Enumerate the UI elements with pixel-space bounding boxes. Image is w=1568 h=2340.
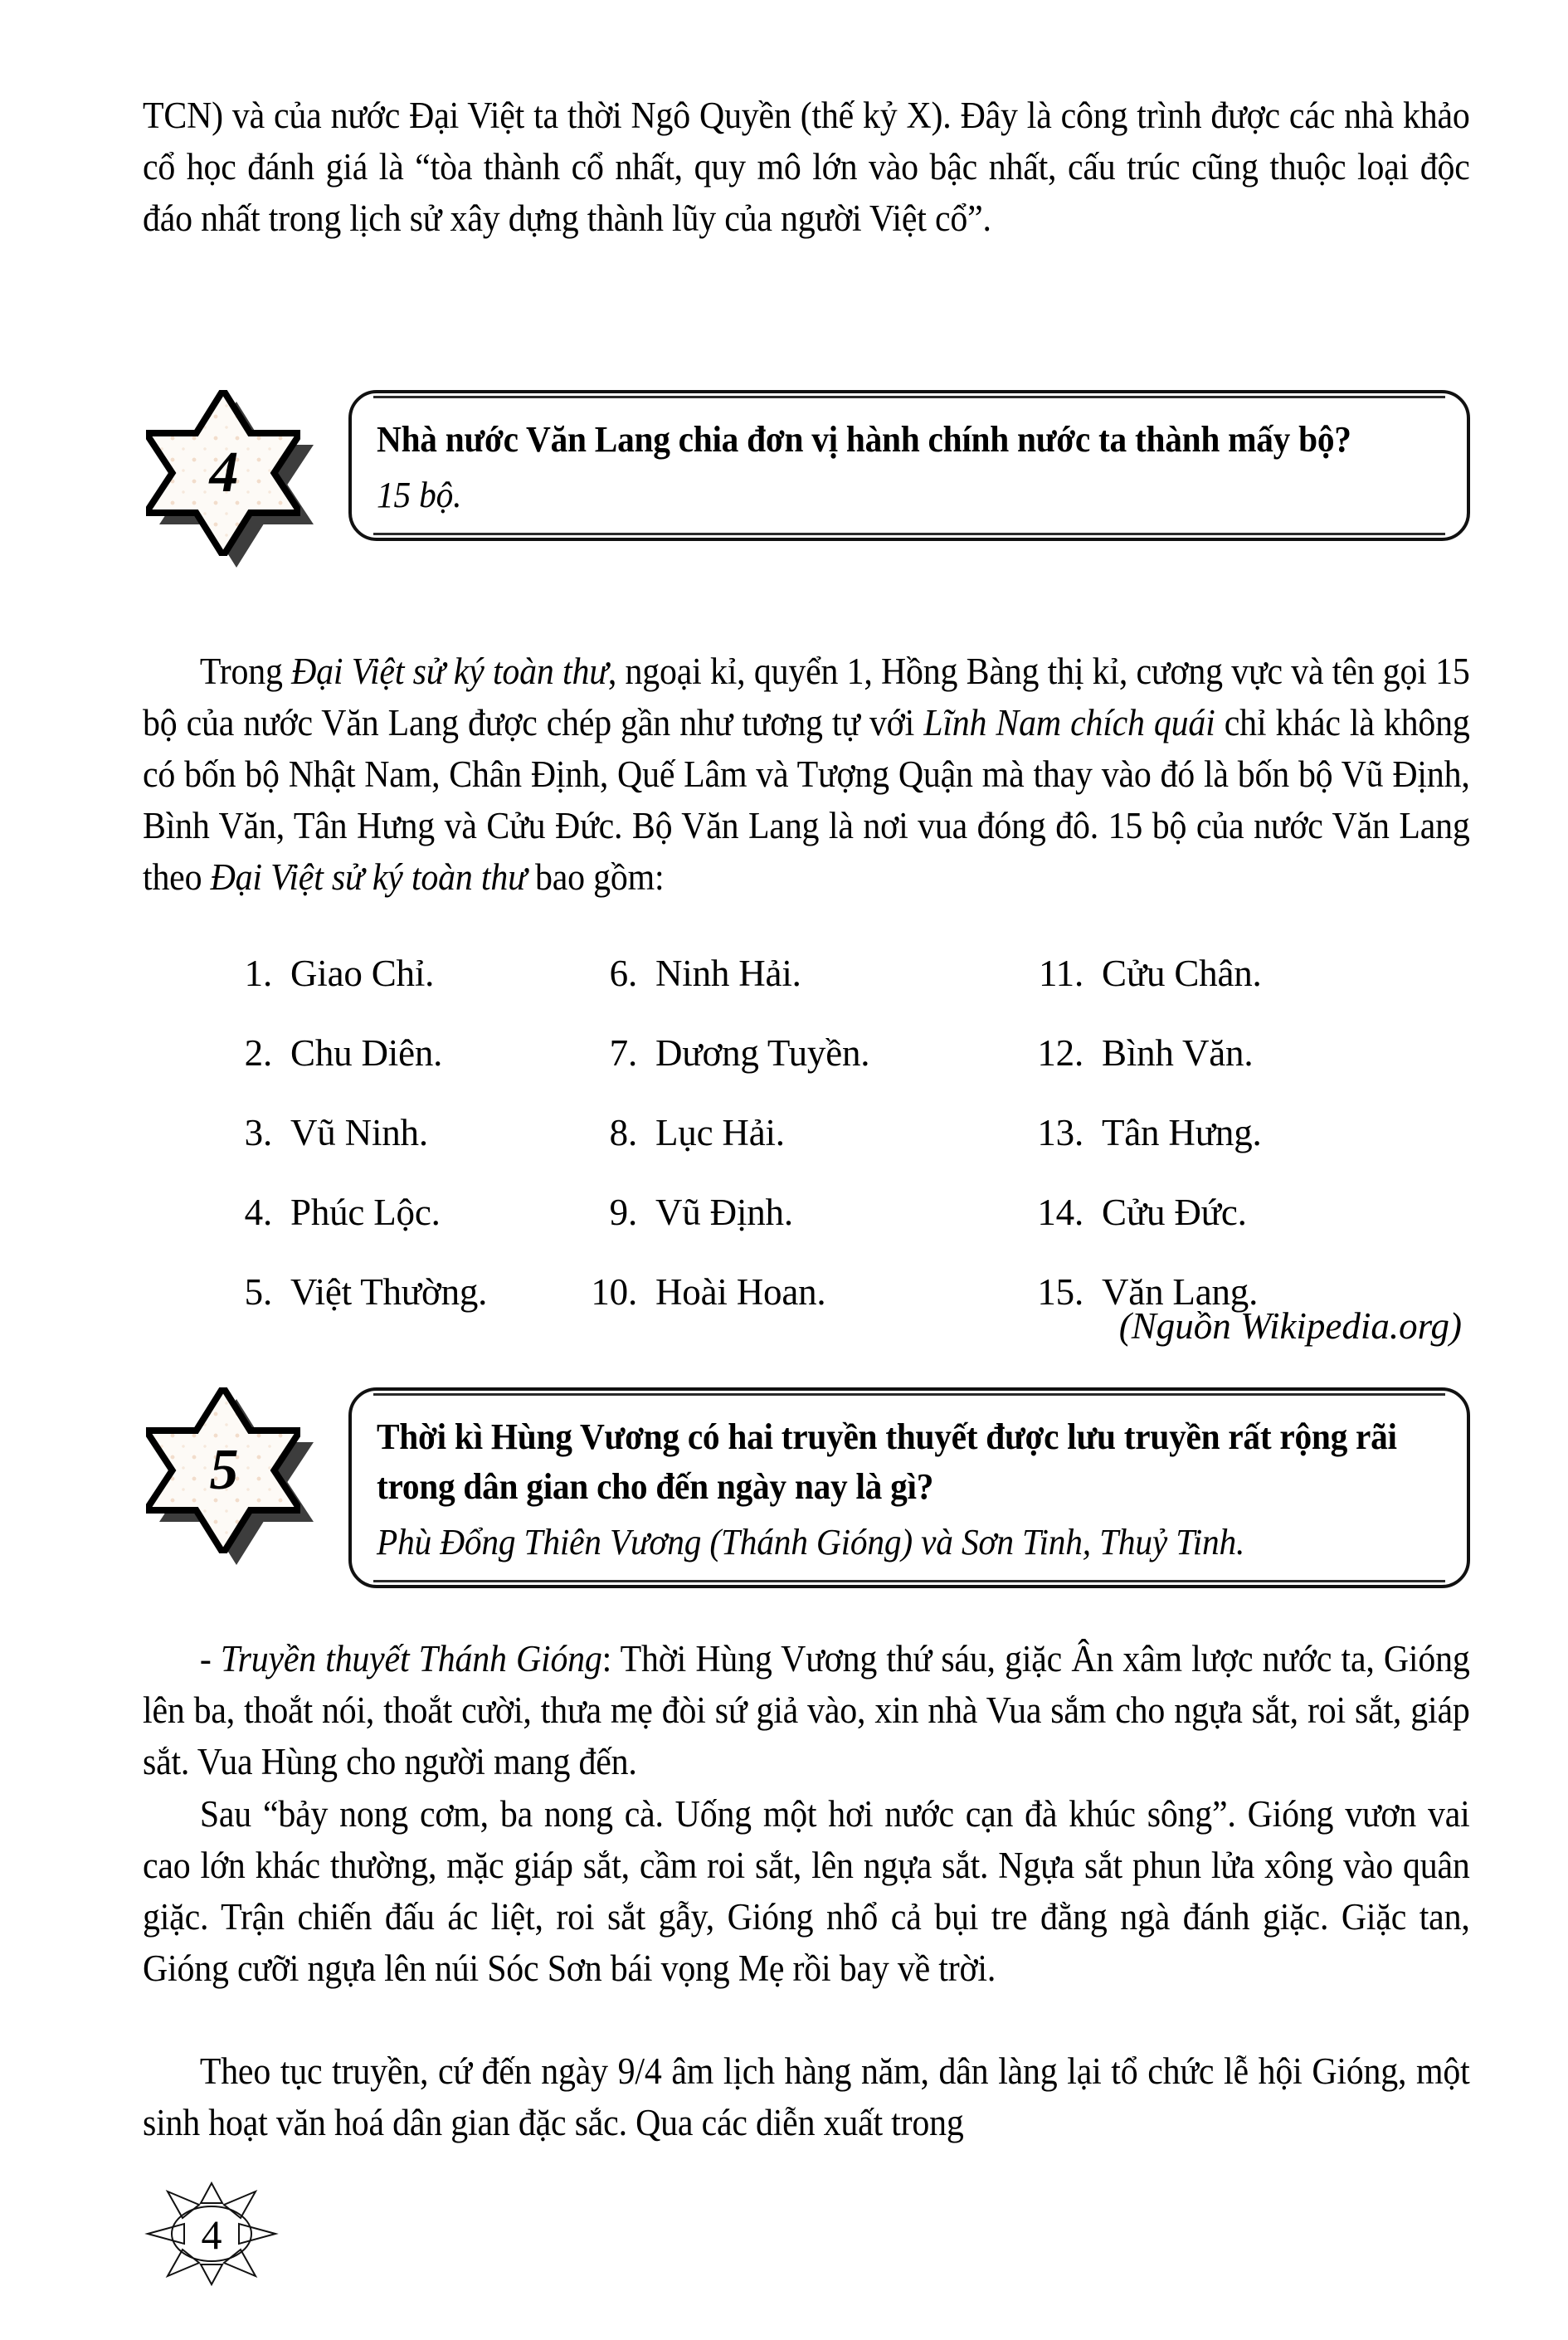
list-item-label: Ninh Hải. [655,953,801,994]
list-item [524,1172,972,1252]
list-item [143,1093,524,1172]
list-item-number: 8. [609,1112,637,1153]
text-segment: : Thời Hùng Vương thứ sáu, giặc Ân xâm lược nước ta, Gióng lên ba, thoắt nói, thoắt cười, thưa mẹ đòi sứ giả vào, xin nhà Vua sắm cho ngựa sắt, roi sắt, giáp sắt. Vua Hùng cho người mang đến. [143,1638,1470,1782]
legend-giong-block [143,1633,1470,1787]
list-item-number: 14. [1037,1192,1083,1233]
list-item-label: Bình Văn. [1102,1032,1254,1074]
question-text-4: Nhà nước Văn Lang chia đơn vị hành chính nước ta thành mấy bộ? [377,419,1351,460]
legend-title: Truyền thuyết Thánh Gióng [220,1638,602,1679]
text-segment: Trong [199,651,292,692]
list-item-number: 1. [244,953,272,994]
sau-paragraph-block [143,1788,1470,1994]
book-title-dvskt-2: Đại Việt sử ký toàn thư [210,856,527,898]
list-item-number: 2. [244,1032,272,1074]
answer-text-4: 15 bộ. [377,475,462,515]
list-item-number: 4. [244,1192,272,1233]
list-item [524,1013,972,1093]
list-item-number: 5. [244,1271,272,1313]
list-item-label: Lục Hải. [655,1112,785,1153]
list-item-label: Dương Tuyền. [655,1032,870,1074]
after-q4-paragraph-block [143,646,1470,903]
text-segment: chỉ khác là không có bốn bộ Nhật Nam, Chân Định, Quế Lâm và Tượng Quận mà thay vào đó là bốn bộ Vũ Định, Bình Văn, Tân Hưng và Cửu Đức. Bộ Văn Lang là nơi vua đóng đô. 15 bộ của nước Văn Lang theo [143,702,1470,898]
list-item-number: 13. [1037,1112,1083,1153]
text-segment: bao gồm: [526,856,665,898]
list-item-label: Văn Lang. [1102,1271,1259,1313]
list-item [972,1013,1470,1093]
list-item-number: 11. [1039,953,1083,994]
intro-paragraph-block [143,90,1470,244]
list-item [972,934,1470,1013]
list-item [143,1013,524,1093]
question-number-star-5 [143,1387,309,1562]
page-number-badge [124,2178,299,2290]
list-item-label: Giao Chỉ. [290,953,435,994]
question-text-5: Thời kì Hùng Vương có hai truyền thuyết được lưu truyền rất rộng rãi trong dân gian cho đến ngày nay là gì? [377,1416,1397,1507]
list-item [524,934,972,1013]
list-item-label: Việt Thường. [290,1271,488,1313]
list-item-number: 12. [1037,1032,1083,1074]
source-note: (Nguồn Wikipedia.org) [1118,1305,1462,1347]
list-item-label: Cửu Chân. [1102,953,1262,994]
book-title-lnck: Lĩnh Nam chích quái [923,702,1215,743]
list-item-label: Tân Hưng. [1102,1112,1262,1153]
after-q4-paragraph [143,646,1470,903]
list-item-label: Cửu Đức. [1102,1192,1247,1233]
list-item [524,1093,972,1172]
list-item-label: Chu Diên. [290,1032,443,1074]
list-item-number: 10. [591,1271,637,1313]
dash-marker: - [199,1638,221,1679]
sau-paragraph: Sau “bảy nong cơm, ba nong cà. Uống một hơi nước cạn đà khúc sông”. Gióng vươn vai cao lớn khác thường, mặc giáp sắt, cầm roi sắt, lên ngựa sắt. Ngựa sắt phun lửa xông vào quân giặc. Trận chiến đấu ác liệt, roi sắt gẫy, Gióng nhổ cả bụi tre đằng ngà đánh giặc. Giặc tan, Gióng cưỡi ngựa lên núi Sóc Sơn bái vọng Mẹ rồi bay về trời. [143,1793,1470,1989]
legend-giong-paragraph [143,1633,1470,1787]
question-number-label-4: 4 [209,441,239,505]
list-item-label: Vũ Định. [655,1192,793,1233]
list-item-label: Hoài Hoan. [655,1271,826,1313]
list-item [143,1172,524,1252]
list-item [972,1093,1470,1172]
answer-text-5: Phù Đổng Thiên Vương (Thánh Gióng) và Sơn Tinh, Thuỷ Tinh. [377,1522,1245,1562]
book-title-dvskt-1: Đại Việt sử ký toàn thư [291,651,608,692]
intro-paragraph: TCN) và của nước Đại Việt ta thời Ngô Quyền (thế kỷ X). Đây là công trình được các nhà khảo cổ học đánh giá là “tòa thành cổ nhất, quy mô lớn vào bậc nhất, cấu trúc cũng thuộc loại độc đáo nhất trong lịch sử xây dựng thành lũy của người Việt cổ”. [143,95,1470,239]
list-item-number: 15. [1037,1271,1083,1313]
list-item [972,1172,1470,1252]
question-box-5 [348,1387,1470,1588]
bo-list [143,934,1470,1332]
question-box-4 [348,390,1470,541]
list-item-label: Vũ Ninh. [290,1112,428,1153]
list-item-number: 6. [609,953,637,994]
list-item-number: 3. [244,1112,272,1153]
theo-paragraph-block [143,2045,1470,2148]
question-number-label-5: 5 [209,1438,239,1502]
text-segment: , ngoại kỉ, quyển 1, Hồng Bàng thị kỉ, cương vực và tên gọi 15 bộ của nước Văn Lang được chép gần như tương tự với [143,651,1470,743]
page-number-label: 4 [201,2211,222,2258]
question-number-star-4 [143,390,309,564]
theo-paragraph: Theo tục truyền, cứ đến ngày 9/4 âm lịch hàng năm, dân làng lại tổ chức lễ hội Gióng, một sinh hoạt văn hoá dân gian đặc sắc. Qua các diễn xuất trong [143,2050,1470,2143]
list-item-label: Phúc Lộc. [290,1192,441,1233]
list-item-number: 7. [609,1032,637,1074]
list-item-number: 9. [609,1192,637,1233]
list-item [143,934,524,1013]
